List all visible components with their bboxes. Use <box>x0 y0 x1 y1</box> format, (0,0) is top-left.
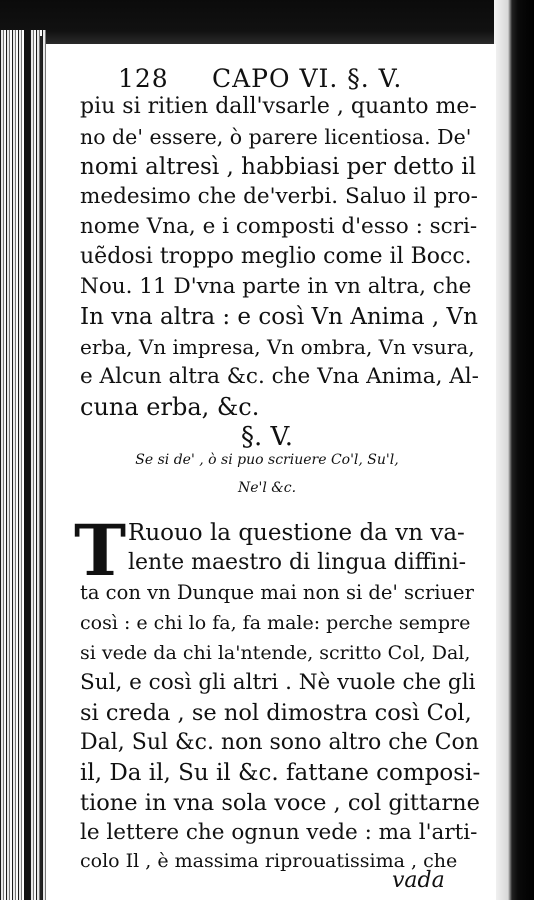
text-line: si vede da chi la'ntende, scritto Col, Dal, <box>80 642 471 664</box>
top-shadow <box>0 0 534 44</box>
drop-cap: T <box>74 509 127 592</box>
text-line: e Alcun altra &c. che Vna Anima, Al- <box>80 364 479 389</box>
catchword: vada <box>392 868 445 893</box>
text-line: Nou. 11 D'vna parte in vn altra, che <box>80 274 472 299</box>
text-line: In vna altra : e così Vn Anima , Vn <box>80 304 478 330</box>
section-title-line-1: Se si de' , ò si puo scriuere Co'l, Su'l, <box>135 452 399 468</box>
gutter-edge <box>40 36 42 900</box>
text-line: così : e chi lo fa, fa male: perche sempre <box>80 612 471 634</box>
text-line: tione in vna sola voce , col gittarne <box>80 790 480 816</box>
text-line: ta con vn Dunque mai non si de' scriuer <box>80 581 474 604</box>
text-line: no de' essere, ò parere licentiosa. De' <box>80 125 472 149</box>
text-line: colo Il , è massima riprouatissima , che <box>80 850 458 872</box>
text-line: Ruouo la questione da vn va- <box>128 520 465 546</box>
text-line: uẽdosi troppo meglio come il Bocc. <box>80 244 472 269</box>
text-line: erba, Vn impresa, Vn ombra, Vn vsura, <box>80 335 475 359</box>
text-line: nome Vna, e i composti d'esso : scri- <box>80 214 478 239</box>
text-line: lente maestro di lingua diffini- <box>128 550 467 575</box>
page-number: 128 <box>118 64 169 93</box>
text-line: Sul, e così gli altri . Nè vuole che gli <box>80 670 476 695</box>
text-line: medesimo che de'verbi. Saluo il pro- <box>80 184 478 209</box>
text-line: Dal, Sul &c. non sono altro che Con <box>80 730 479 755</box>
text-line: piu si ritien dall'vsarle , quanto me- <box>80 94 477 119</box>
text-line: si creda , se nol dimostra così Col, <box>80 700 472 726</box>
text-line: il, Da il, Su il &c. fattane composi- <box>80 760 481 786</box>
section-title-line-2: Ne'l &c. <box>237 480 297 496</box>
text-line: cuna erba, &c. <box>80 393 260 421</box>
text-line: nomi altresì , habbiasi per detto il <box>80 154 476 180</box>
text-line: le lettere che ognun vede : ma l'arti- <box>80 820 478 845</box>
running-title: CAPO VI. §. V. <box>212 64 403 93</box>
section-mark: §. V. <box>240 422 294 452</box>
